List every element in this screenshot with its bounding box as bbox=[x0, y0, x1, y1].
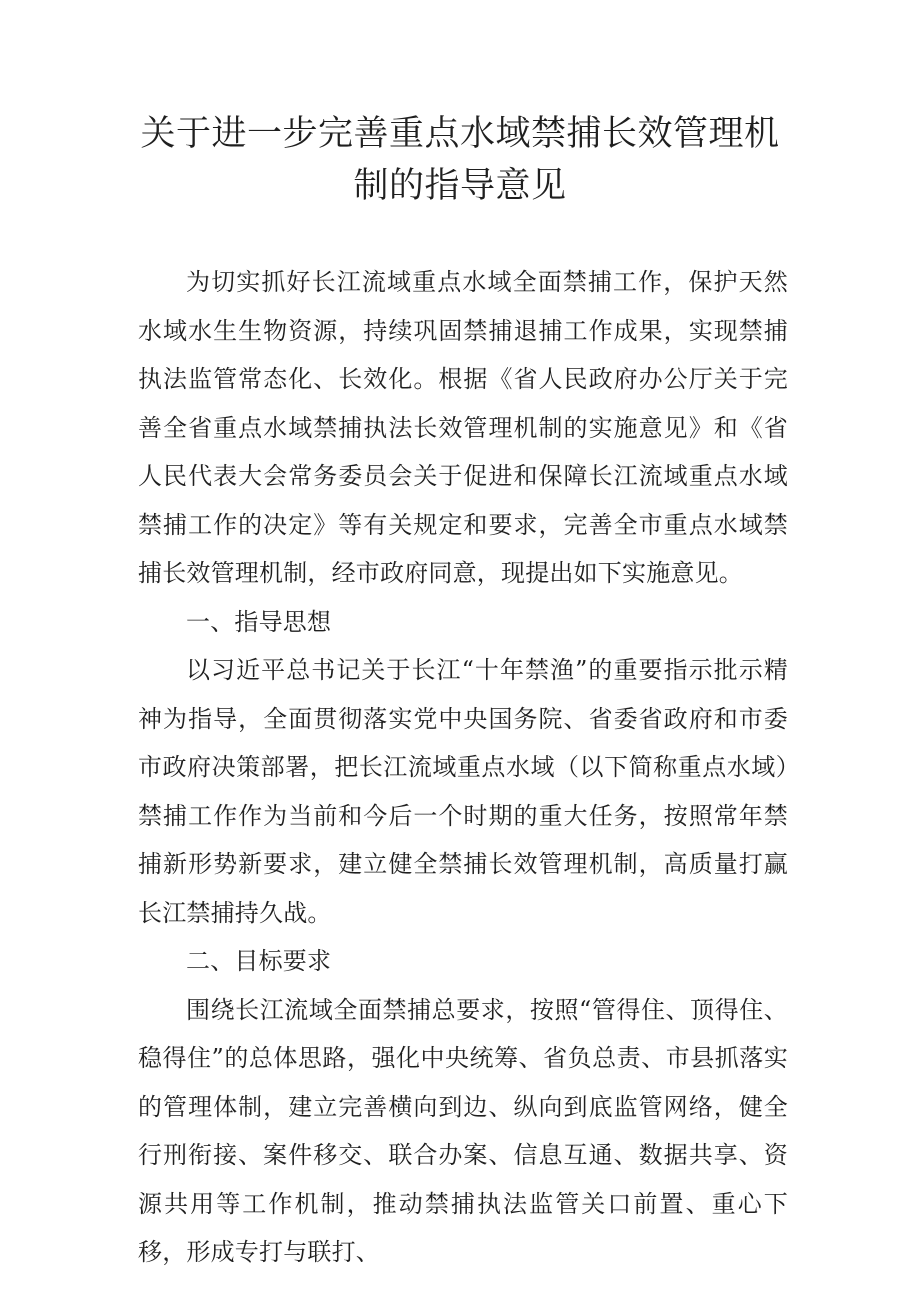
document-body bbox=[138, 258, 788, 1277]
document-title-line-1: 关于进一步完善重点水域禁捕长效管理机 bbox=[140, 114, 780, 154]
document-title-line-2: 制的指导意见 bbox=[353, 166, 567, 206]
section-heading-goals: 二、目标要求 bbox=[186, 947, 332, 975]
section-heading-guiding-ideology: 一、指导思想 bbox=[186, 607, 332, 636]
goals-paragraph: 围绕长江流域全面禁捕总要求，按照“管得住、顶得住、稳得住”的总体思路，强化中央统筹、省负总责、市县抓落实的管理体制，建立完善横向到边、纵向到底监管网络，健全行刑衔接、案件移交、联合办案、信息互通、数据共享、资源共用等工作机制，推动禁捕执法监管关口前置、重心下移，形成专打与联打、 bbox=[138, 995, 788, 1266]
guiding-ideology-paragraph: 以习近平总书记关于长江“十年禁渔”的重要指示批示精神为指导，全面贯彻落实党中央国务院、省委省政府和市委市政府决策部署，把长江流域重点水域（以下简称重点水域）禁捕工作作为当前和今后一个时期的重大任务，按照常年禁捕新形势新要求，建立健全禁捕长效管理机制，高质量打赢长江禁捕持久战。 bbox=[138, 656, 788, 927]
document-title bbox=[120, 108, 800, 212]
intro-paragraph: 为切实抓好长江流域重点水域全面禁捕工作，保护天然水域水生生物资源，持续巩固禁捕退捕工作成果，实现禁捕执法监管常态化、长效化。根据《省人民政府办公厅关于完善全省重点水域禁捕执法长效管理机制的实施意见》和《省人民代表大会常务委员会关于促进和保障长江流域重点水域禁捕工作的决定》等有关规定和要求，完善全市重点水域禁捕长效管理机制，经市政府同意，现提出如下实施意见。 bbox=[138, 268, 788, 587]
